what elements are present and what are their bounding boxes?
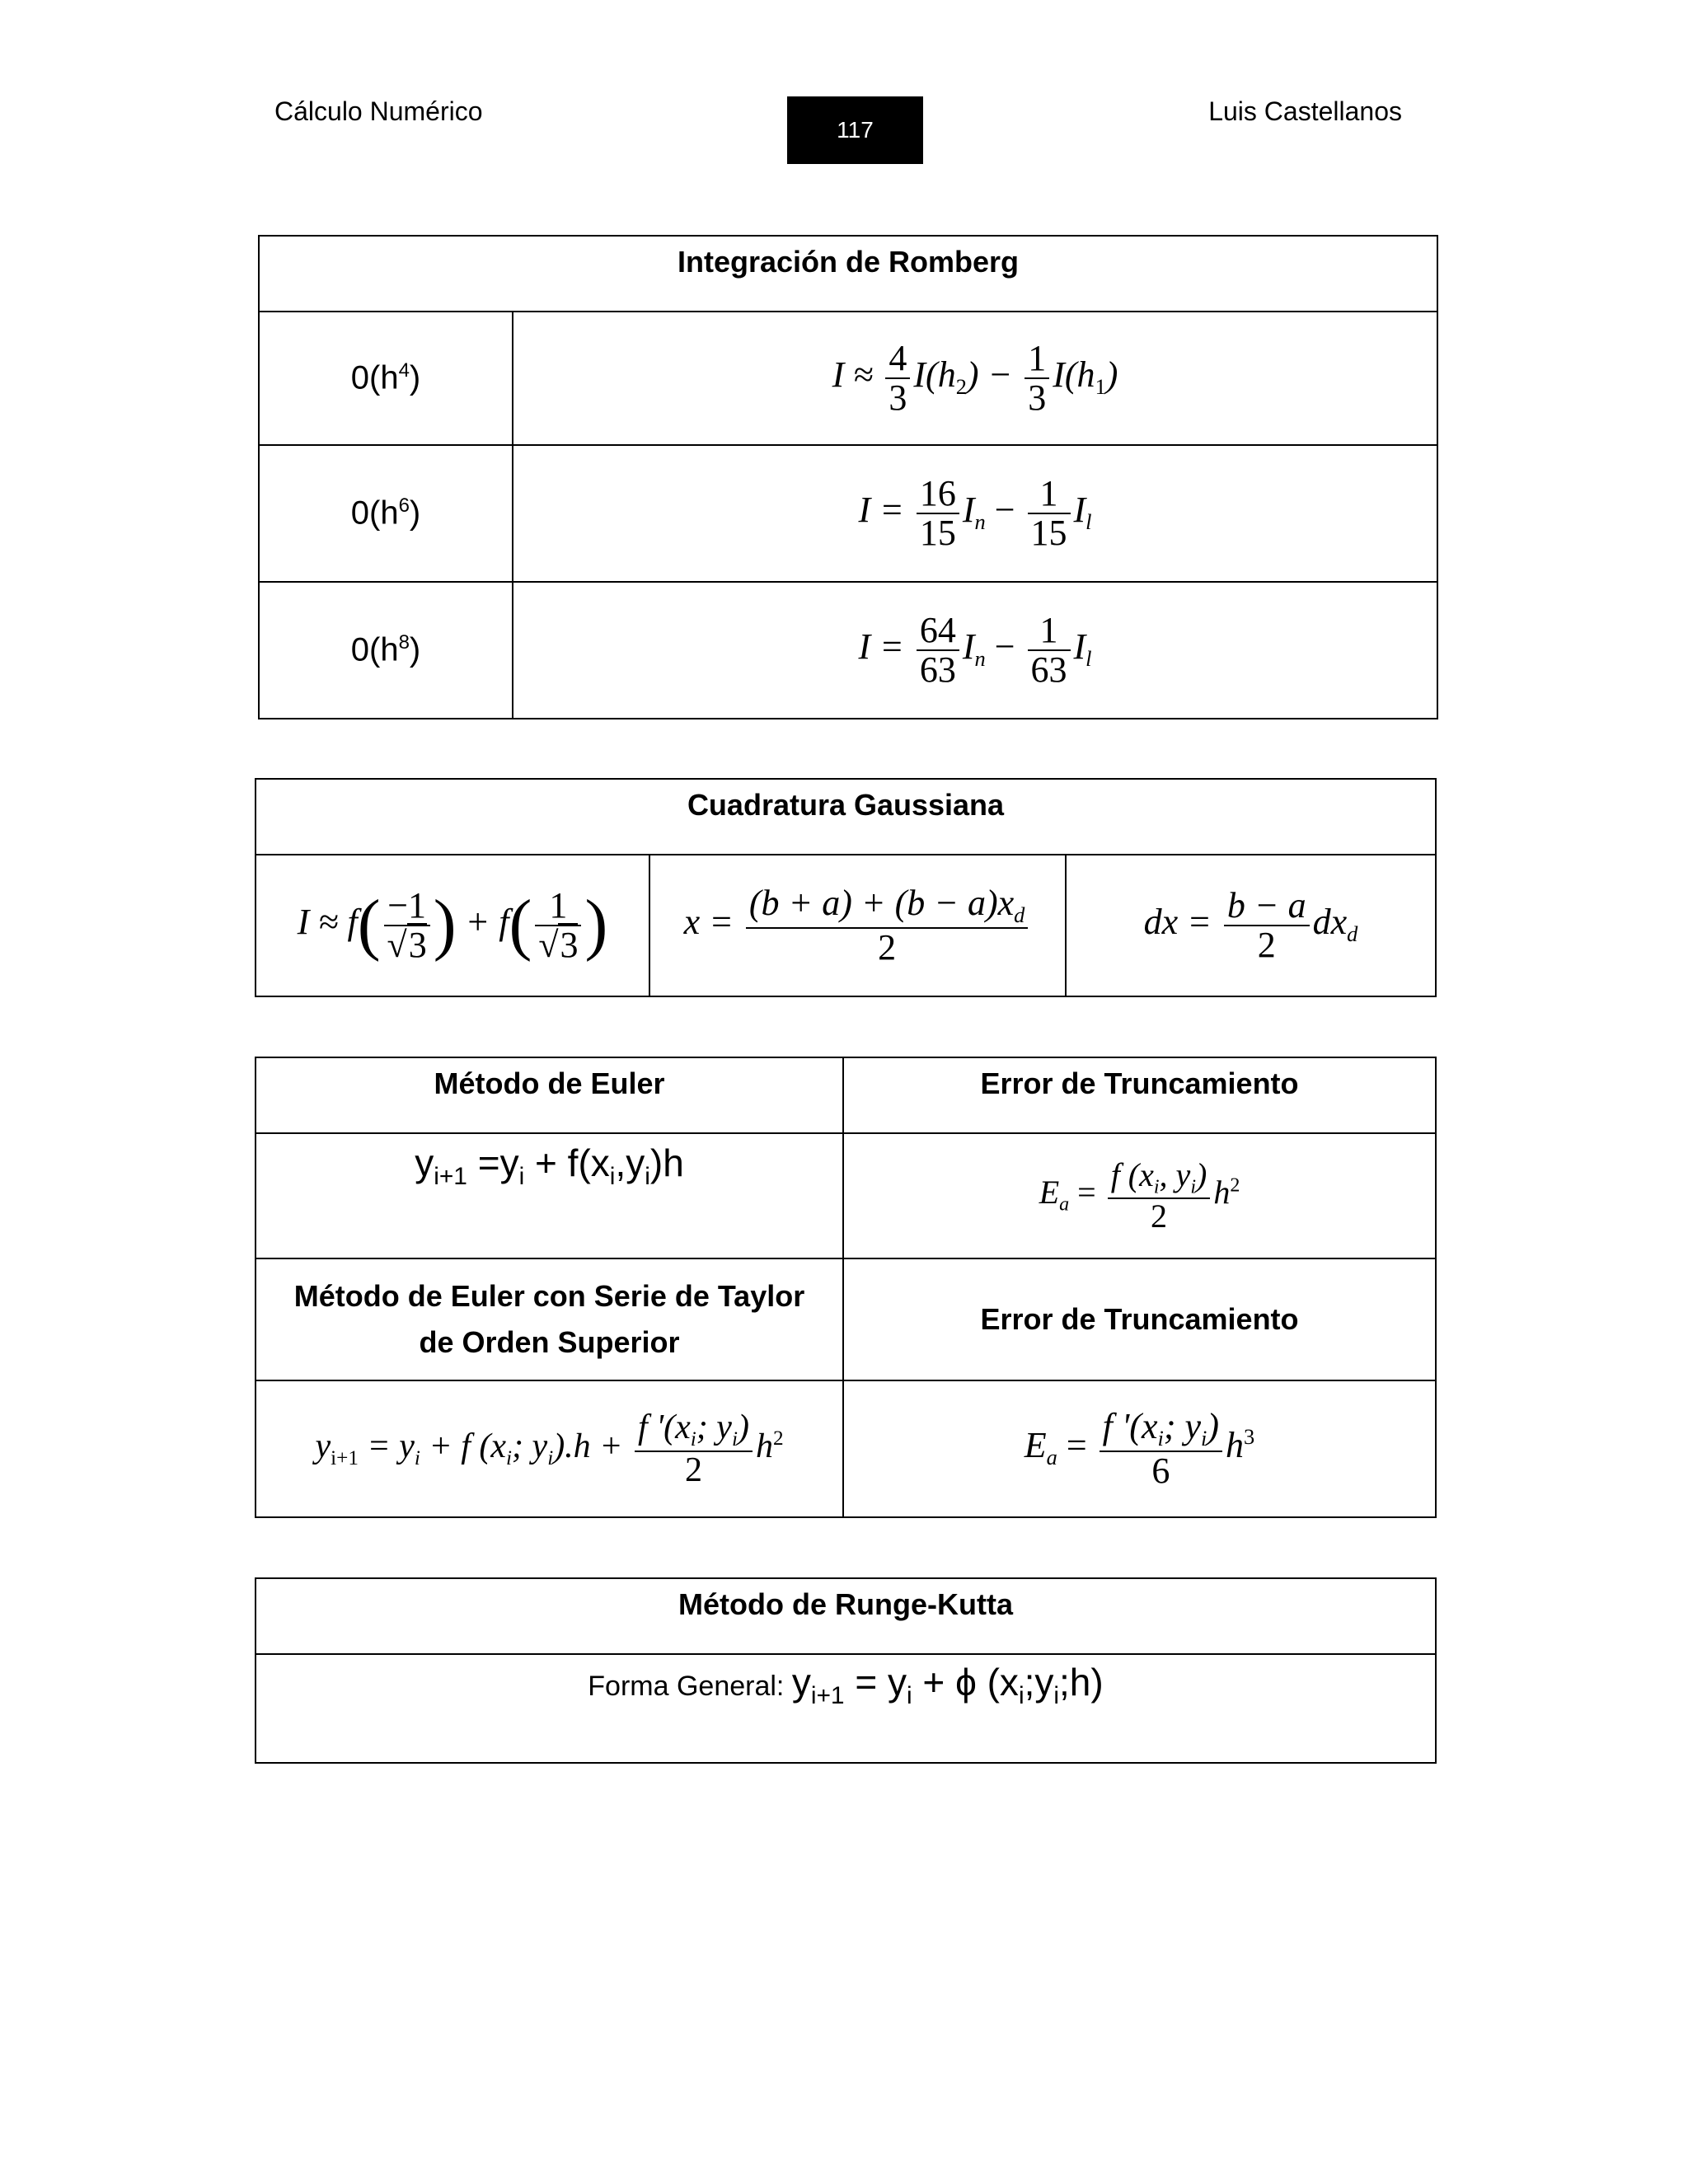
gauss-title: Cuadratura Gaussiana [256, 779, 1436, 855]
header-author: Luis Castellanos [1208, 96, 1402, 126]
romberg-formula-2: I = $\frac{16}{15}$ $I_n$ − $\frac{1}{15}$ $I_l$ [513, 445, 1437, 582]
euler-taylor-formula: $y_{i+1} = y_i + f$ ($x_i$; $y_i).h$ + $\frac{f '(x_i; y_i)}{2}$ $h^2$ [256, 1380, 843, 1517]
euler-error-formula: $E_a$ = $\frac{f (x_i, y_i)}{2}$ $h^2$ [843, 1133, 1436, 1258]
runge-kutta-title: Método de Runge-Kutta [256, 1578, 1436, 1654]
euler-taylor-error-title: Error de Truncamiento [843, 1258, 1436, 1380]
romberg-order-2: $0(h^6)$ [259, 445, 513, 582]
gauss-formula-integral: I ≈ f( $\frac{-1}{√3}$ ) + f( $\frac{1}{√3}$ ) [256, 855, 649, 996]
runge-kutta-table [255, 1577, 1437, 1764]
gauss-formula-dx: dx = $\frac{b - a}{2}$ $dx_d$ [1066, 855, 1436, 996]
euler-table [255, 1057, 1437, 1518]
header-left-title: Cálculo Numérico [274, 96, 483, 126]
euler-error-title: Error de Truncamiento [843, 1057, 1436, 1133]
romberg-order-3: $0(h^8)$ [259, 582, 513, 719]
romberg-formula-1: I ≈ $\frac{4}{3}$ $I(h_2)$ − $\frac{1}{3}$ $I(h_1)$ [513, 312, 1437, 445]
euler-taylor-error-formula: $E_a$ = $\frac{f '(x_i; y_i)}{6}$ $h^3$ [843, 1380, 1436, 1517]
euler-formula: $y_{i+1} =y_i + f(x_i,y_i)h$ [256, 1133, 843, 1258]
gauss-table [255, 778, 1437, 997]
euler-title: Método de Euler [256, 1057, 843, 1133]
romberg-order-1: $0(h^4)$ [259, 312, 513, 445]
page-number: 117 [787, 96, 923, 164]
romberg-formula-3: I = $\frac{64}{63}$ $I_n$ − $\frac{1}{63}$ $I_l$ [513, 582, 1437, 719]
gauss-formula-x: x = $\frac{(b + a) + (b - a)x_d}{2}$ [649, 855, 1066, 996]
romberg-table [258, 235, 1438, 719]
romberg-title: Integración de Romberg [259, 236, 1437, 312]
runge-kutta-formula: Forma General: $y_{i+1} = y_i + \phi$ $(x_i;y_i;h)$ [256, 1654, 1436, 1763]
euler-taylor-title: Método de Euler con Serie de Taylor de Orden Superior [256, 1258, 843, 1380]
